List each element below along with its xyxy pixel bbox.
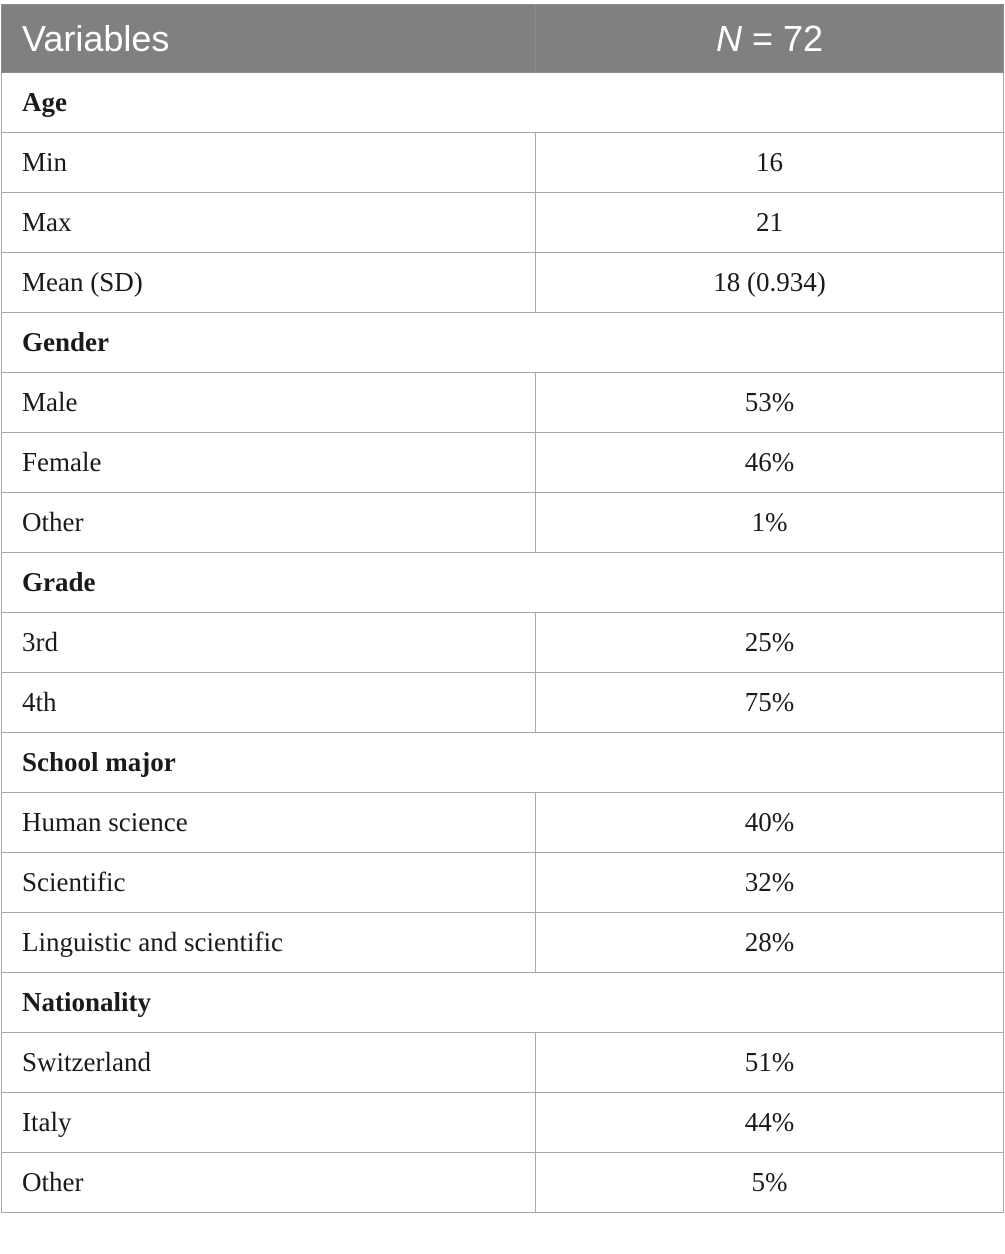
table-row (2, 613, 1004, 673)
row-label: Male (2, 373, 536, 433)
section-title-nationality: Nationality (2, 973, 1004, 1033)
table-row (2, 433, 1004, 493)
row-label: Linguistic and scientific (2, 913, 536, 973)
section-row-gender (2, 313, 1004, 373)
row-label: Other (2, 1153, 536, 1213)
row-label: Switzerland (2, 1033, 536, 1093)
row-value: 53% (536, 373, 1004, 433)
row-label: 4th (2, 673, 536, 733)
row-value: 21 (536, 193, 1004, 253)
row-value: 1% (536, 493, 1004, 553)
table-header (2, 5, 1004, 73)
section-row-age (2, 73, 1004, 133)
row-label: 3rd (2, 613, 536, 673)
row-value: 5% (536, 1153, 1004, 1213)
row-label: Max (2, 193, 536, 253)
n-symbol: N (715, 17, 742, 59)
table-row (2, 373, 1004, 433)
row-label: Other (2, 493, 536, 553)
demographics-table (1, 4, 1004, 1213)
row-label: Human science (2, 793, 536, 853)
section-title-grade: Grade (2, 553, 1004, 613)
section-row-school-major (2, 733, 1004, 793)
row-value: 28% (536, 913, 1004, 973)
table-body (2, 73, 1004, 1213)
header-row (2, 5, 1004, 73)
row-label: Italy (2, 1093, 536, 1153)
variables-column-header: Variables (2, 5, 536, 73)
section-row-nationality (2, 973, 1004, 1033)
sample-size-column-header (536, 5, 1004, 73)
table-row (2, 253, 1004, 313)
row-value: 40% (536, 793, 1004, 853)
row-value: 46% (536, 433, 1004, 493)
table-row (2, 913, 1004, 973)
row-value: 32% (536, 853, 1004, 913)
row-label: Min (2, 133, 536, 193)
row-value: 44% (536, 1093, 1004, 1153)
row-value: 25% (536, 613, 1004, 673)
table-row (2, 133, 1004, 193)
table-row (2, 493, 1004, 553)
section-title-age: Age (2, 73, 1004, 133)
table-row (2, 793, 1004, 853)
n-value: = 72 (741, 17, 824, 59)
table-row (2, 1033, 1004, 1093)
section-row-grade (2, 553, 1004, 613)
table-row (2, 853, 1004, 913)
section-title-gender: Gender (2, 313, 1004, 373)
table-row (2, 673, 1004, 733)
row-label: Scientific (2, 853, 536, 913)
row-label: Female (2, 433, 536, 493)
table-row (2, 193, 1004, 253)
row-label: Mean (SD) (2, 253, 536, 313)
row-value: 16 (536, 133, 1004, 193)
row-value: 75% (536, 673, 1004, 733)
table-row (2, 1153, 1004, 1213)
row-value: 18 (0.934) (536, 253, 1004, 313)
section-title-school-major: School major (2, 733, 1004, 793)
row-value: 51% (536, 1033, 1004, 1093)
table-row (2, 1093, 1004, 1153)
